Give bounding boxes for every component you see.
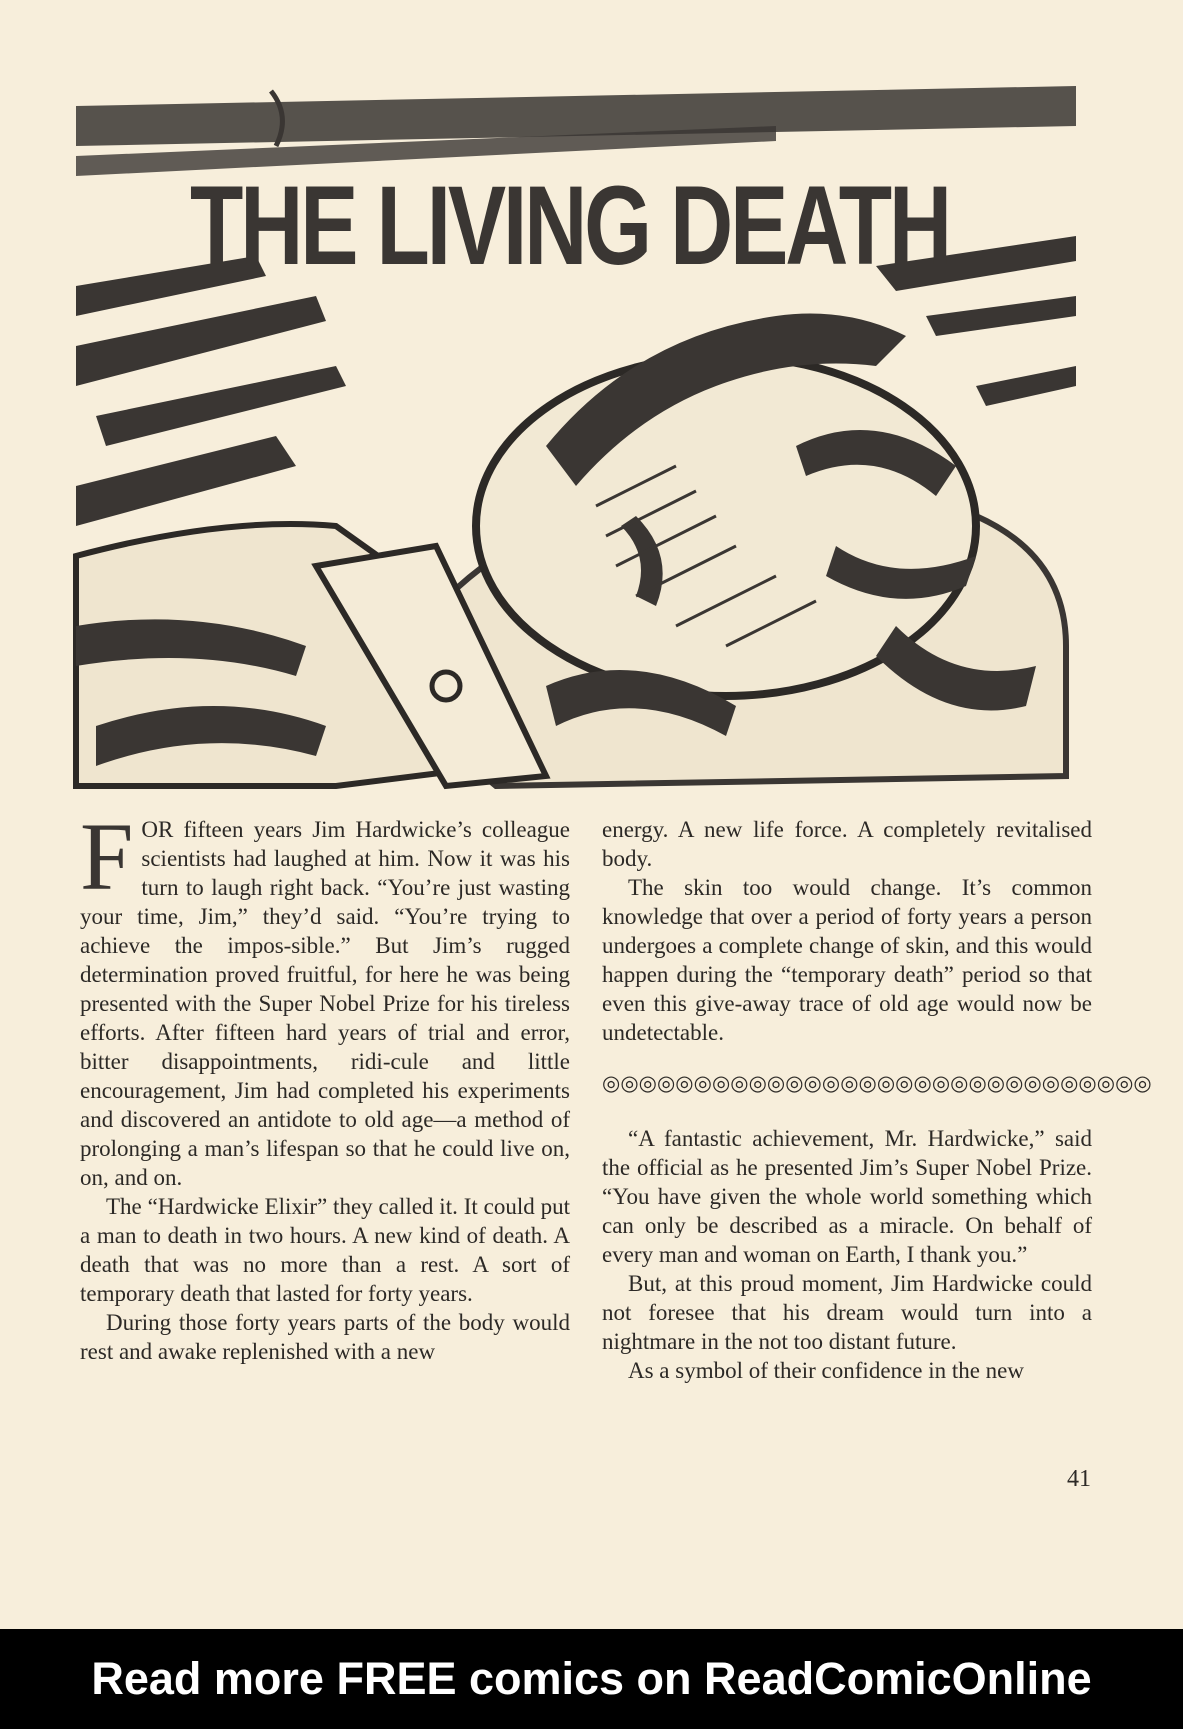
- page-number: 41: [1067, 1466, 1091, 1492]
- section-divider: ◎◎◎◎◎◎◎◎◎◎◎◎◎◎◎◎◎◎◎◎◎◎◎◎◎◎◎◎◎◎: [602, 1071, 1152, 1095]
- paragraph-proud-moment: But, at this proud moment, Jim Hardwicke could not foresee that his dream would turn into a nightmare in the not too distant future.: [602, 1271, 1092, 1354]
- drop-cap: F: [80, 803, 134, 910]
- opening-paragraph: [80, 803, 570, 1192]
- paragraph-symbol: As a symbol of their confidence in the new: [628, 1358, 1024, 1383]
- paragraph-forty-years: During those forty years parts of the body would rest and awake replenished with a new: [80, 1310, 570, 1364]
- paragraph-elixir: The “Hardwicke Elixir” they called it. It could put a man to death in two hours. A new kind of death. A death that was no more than a rest. A sort of temporary death that lasted for forty years.: [80, 1194, 570, 1306]
- paragraph-official: “A fantastic achievement, Mr. Hardwicke,” said the official as he presented Jim’s Super Nobel Prize. “You have given the whole world something which can only be described as a miracle. On behalf of every man and woman on Earth, I thank you.”: [602, 1126, 1092, 1267]
- story-title: THE LIVING DEATH: [190, 163, 949, 288]
- promo-banner[interactable]: Read more FREE comics on ReadComicOnline: [0, 1629, 1183, 1729]
- paragraph-skin: The skin too would change. It’s common knowledge that over a period of forty years a person undergoes a complete change of skin, and this would happen during the “temporary death” period so that even this give-away trace of old age would now be undetectable.: [602, 875, 1092, 1045]
- left-column: [80, 803, 570, 1366]
- opening-paragraph-text: OR fifteen years Jim Hardwicke’s colleague scientists had laughed at him. Now it was his turn to laugh right back. “You’re just wasting your time, Jim,” they’d said. “You’re trying to achieve the impos-sible.” But Jim’s rugged determination proved fruitful, for here he was being presented with the Super Nobel Prize for his tireless efforts. After fifteen hard years of trial and error, bitter disappointments, ridi-cule and little encouragement, Jim had completed his experiments and discovered an antidote to old age—a method of prolonging a man’s lifespan so that he could live on, on, and on.: [80, 817, 570, 1190]
- paragraph-energy: energy. A new life force. A completely revitalised body.: [602, 817, 1092, 871]
- right-column: [602, 815, 1152, 1385]
